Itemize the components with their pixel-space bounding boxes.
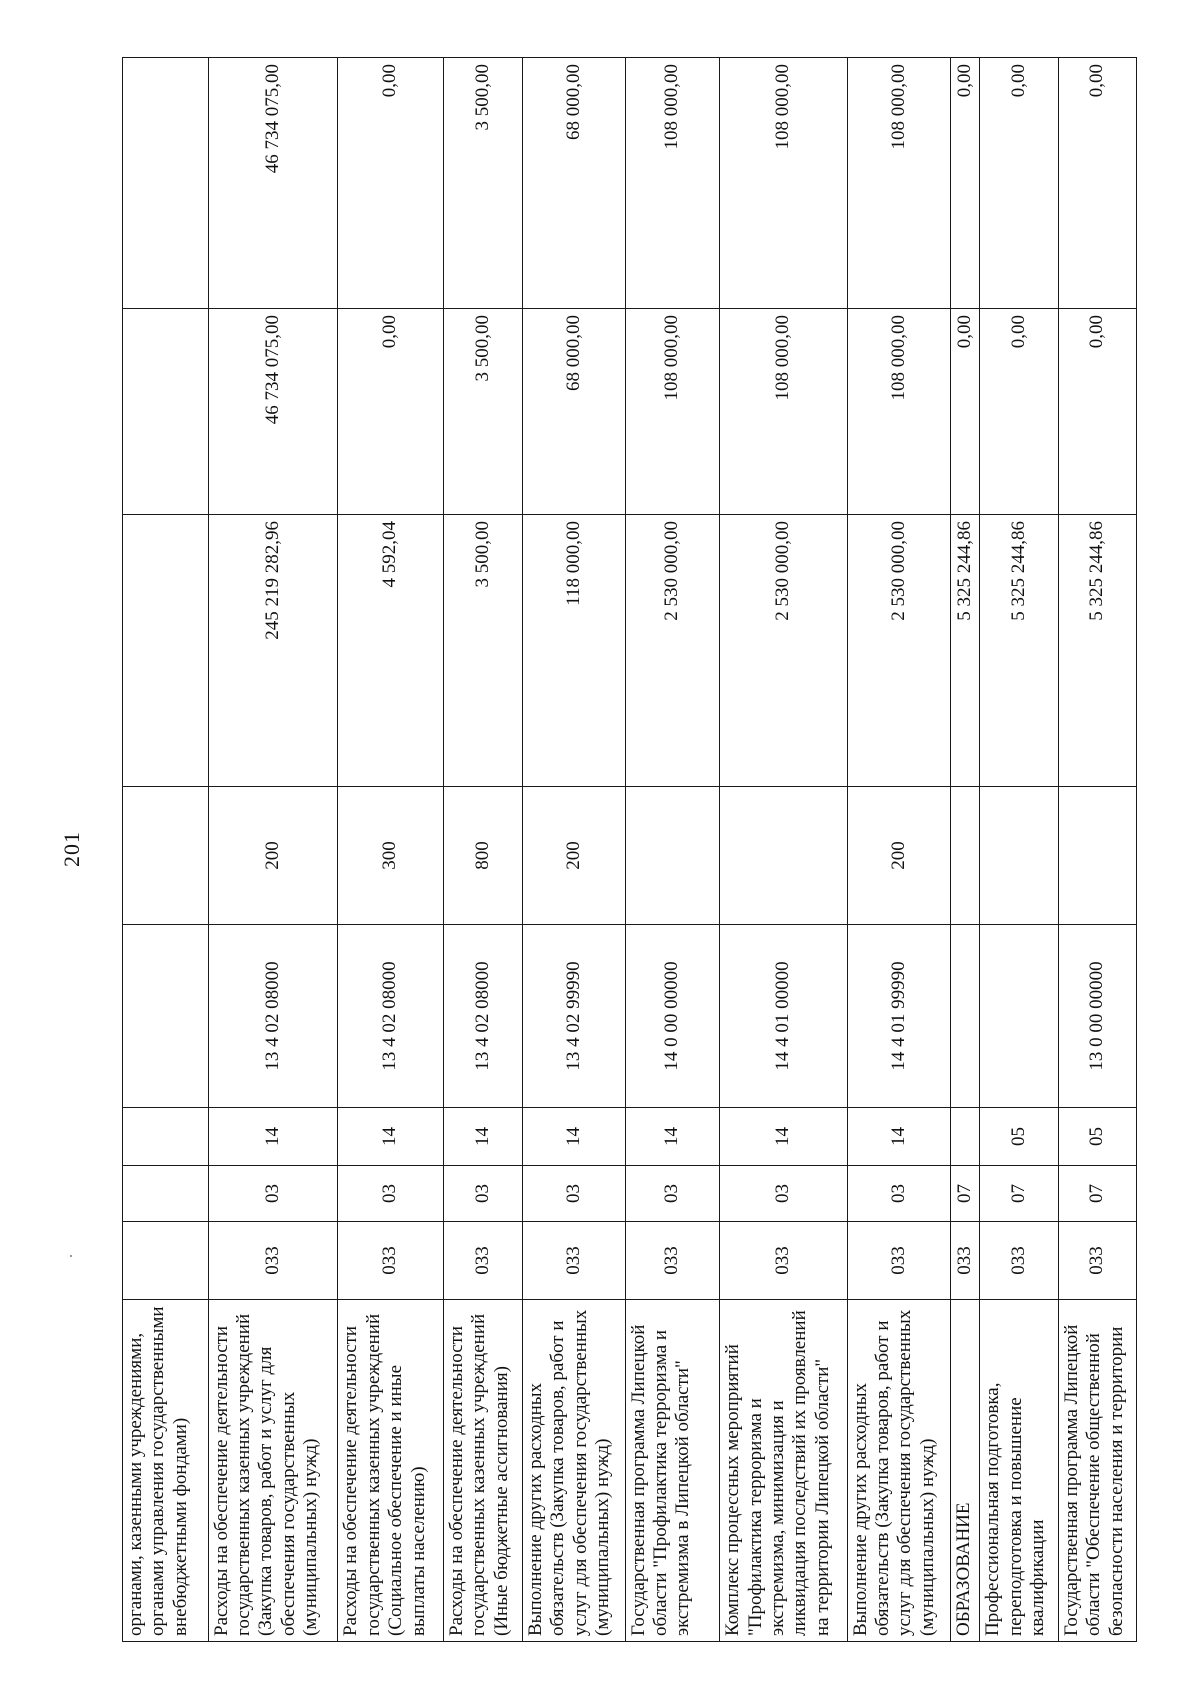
- sum-2024-cell: 4 592,04: [338, 515, 443, 787]
- cs-code-cell: 13 4 02 08000: [338, 925, 443, 1108]
- sum-2025-cell: 0,00: [338, 309, 443, 515]
- razdel-cell: 03: [443, 1166, 522, 1222]
- sum-2026-cell: 3 500,00: [443, 58, 522, 309]
- sum-2026-cell: 0,00: [1058, 58, 1136, 309]
- razdel-cell: 03: [625, 1166, 719, 1222]
- grbs-cell: 033: [720, 1222, 847, 1300]
- row-name: Профессиональная подготовка, переподготовка и повышение квалификации: [980, 1300, 1058, 1642]
- table-row: [950, 58, 980, 1642]
- page-number: 201: [59, 831, 84, 867]
- sum-2024-cell: [123, 515, 209, 787]
- vr-cell: [950, 787, 980, 925]
- podrazdel-cell: 05: [1058, 1108, 1136, 1166]
- vr-cell: 200: [847, 787, 950, 925]
- grbs-cell: 033: [625, 1222, 719, 1300]
- cs-code-cell: 13 0 00 00000: [1058, 925, 1136, 1108]
- scan-speck: [70, 1255, 72, 1257]
- sum-2026-cell: 108 000,00: [625, 58, 719, 309]
- table-row: [123, 58, 209, 1642]
- sum-2026-cell: 0,00: [980, 58, 1058, 309]
- podrazdel-cell: [950, 1108, 980, 1166]
- sum-2025-cell: [123, 309, 209, 515]
- cs-code-cell: [980, 925, 1058, 1108]
- row-name: Расходы на обеспечение деятельности государственных казенных учреждений (Закупка товаров, работ и услуг для обеспечения государственных (муниципальных) нужд): [208, 1300, 338, 1642]
- row-name: Выполнение других расходных обязательств (Закупка товаров, работ и услуг для обеспечения государственных (муниципальных) нужд): [847, 1300, 950, 1642]
- vr-cell: [123, 787, 209, 925]
- cs-code-cell: 13 4 02 08000: [208, 925, 338, 1108]
- vr-cell: [720, 787, 847, 925]
- vr-cell: 800: [443, 787, 522, 925]
- table-row: [443, 58, 522, 1642]
- razdel-cell: 03: [720, 1166, 847, 1222]
- sum-2024-cell: 2 530 000,00: [625, 515, 719, 787]
- cs-code-cell: 13 4 02 08000: [443, 925, 522, 1108]
- grbs-cell: 033: [980, 1222, 1058, 1300]
- podrazdel-cell: 05: [980, 1108, 1058, 1166]
- row-name: Государственная программа Липецкой области "Обеспечение общественной безопасности населения и территории: [1058, 1300, 1136, 1642]
- vr-cell: [1058, 787, 1136, 925]
- sum-2025-cell: 46 734 075,00: [208, 309, 338, 515]
- row-name: Выполнение других расходных обязательств (Закупка товаров, работ и услуг для обеспечения государственных (муниципальных) нужд): [522, 1300, 625, 1642]
- razdel-cell: 03: [338, 1166, 443, 1222]
- grbs-cell: [123, 1222, 209, 1300]
- sum-2024-cell: 5 325 244,86: [980, 515, 1058, 787]
- sum-2025-cell: 0,00: [980, 309, 1058, 515]
- vr-cell: [625, 787, 719, 925]
- sum-2024-cell: 5 325 244,86: [950, 515, 980, 787]
- razdel-cell: 07: [1058, 1166, 1136, 1222]
- grbs-cell: 033: [950, 1222, 980, 1300]
- razdel-cell: 03: [522, 1166, 625, 1222]
- row-name: органами, казенными учреждениями, органами управления государственными внебюджетными фондами): [123, 1300, 209, 1642]
- sum-2025-cell: 68 000,00: [522, 309, 625, 515]
- table-row: [625, 58, 719, 1642]
- grbs-cell: 033: [847, 1222, 950, 1300]
- sum-2026-cell: [123, 58, 209, 309]
- podrazdel-cell: 14: [625, 1108, 719, 1166]
- sum-2025-cell: 0,00: [950, 309, 980, 515]
- grbs-cell: 033: [208, 1222, 338, 1300]
- sum-2024-cell: 2 530 000,00: [720, 515, 847, 787]
- table-row: [338, 58, 443, 1642]
- razdel-cell: 03: [208, 1166, 338, 1222]
- row-name: Расходы на обеспечение деятельности государственных казенных учреждений (Иные бюджетные ассигнования): [443, 1300, 522, 1642]
- sum-2025-cell: 108 000,00: [847, 309, 950, 515]
- sum-2026-cell: 0,00: [950, 58, 980, 309]
- cs-code-cell: 13 4 02 99990: [522, 925, 625, 1108]
- table-row: [522, 58, 625, 1642]
- sum-2025-cell: 108 000,00: [625, 309, 719, 515]
- sum-2024-cell: 118 000,00: [522, 515, 625, 787]
- sum-2026-cell: 108 000,00: [847, 58, 950, 309]
- row-name: Государственная программа Липецкой области "Профилактика терроризма и экстремизма в Липецкой области": [625, 1300, 719, 1642]
- grbs-cell: 033: [1058, 1222, 1136, 1300]
- sum-2024-cell: 5 325 244,86: [1058, 515, 1136, 787]
- podrazdel-cell: 14: [720, 1108, 847, 1166]
- sum-2024-cell: 245 219 282,96: [208, 515, 338, 787]
- razdel-cell: [123, 1166, 209, 1222]
- sum-2025-cell: 108 000,00: [720, 309, 847, 515]
- sum-2025-cell: 3 500,00: [443, 309, 522, 515]
- budget-table: [122, 58, 1137, 1642]
- vr-cell: 300: [338, 787, 443, 925]
- cs-code-cell: 14 0 00 00000: [625, 925, 719, 1108]
- cs-code-cell: 14 4 01 99990: [847, 925, 950, 1108]
- row-name: ОБРАЗОВАНИЕ: [950, 1300, 980, 1642]
- razdel-cell: 03: [847, 1166, 950, 1222]
- podrazdel-cell: 14: [443, 1108, 522, 1166]
- table-row: [847, 58, 950, 1642]
- sum-2024-cell: 2 530 000,00: [847, 515, 950, 787]
- sum-2026-cell: 108 000,00: [720, 58, 847, 309]
- cs-code-cell: [123, 925, 209, 1108]
- razdel-cell: 07: [980, 1166, 1058, 1222]
- razdel-cell: 07: [950, 1166, 980, 1222]
- sum-2026-cell: 0,00: [338, 58, 443, 309]
- sum-2024-cell: 3 500,00: [443, 515, 522, 787]
- grbs-cell: 033: [338, 1222, 443, 1300]
- vr-cell: 200: [208, 787, 338, 925]
- sum-2026-cell: 68 000,00: [522, 58, 625, 309]
- table-row: [980, 58, 1058, 1642]
- cs-code-cell: 14 4 01 00000: [720, 925, 847, 1108]
- table-row: [1058, 58, 1136, 1642]
- vr-cell: 200: [522, 787, 625, 925]
- podrazdel-cell: 14: [338, 1108, 443, 1166]
- table-row: [208, 58, 338, 1642]
- row-name: Комплекс процессных мероприятий "Профилактика терроризма и экстремизма, минимизация и ликвидация последствий их проявлений на территории Липецкой области": [720, 1300, 847, 1642]
- grbs-cell: 033: [522, 1222, 625, 1300]
- podrazdel-cell: [123, 1108, 209, 1166]
- sum-2026-cell: 46 734 075,00: [208, 58, 338, 309]
- grbs-cell: 033: [443, 1222, 522, 1300]
- vr-cell: [980, 787, 1058, 925]
- podrazdel-cell: 14: [208, 1108, 338, 1166]
- podrazdel-cell: 14: [522, 1108, 625, 1166]
- podrazdel-cell: 14: [847, 1108, 950, 1166]
- table-row: [720, 58, 847, 1642]
- sum-2025-cell: 0,00: [1058, 309, 1136, 515]
- row-name: Расходы на обеспечение деятельности государственных казенных учреждений (Социальное обеспечение и иные выплаты населению): [338, 1300, 443, 1642]
- cs-code-cell: [950, 925, 980, 1108]
